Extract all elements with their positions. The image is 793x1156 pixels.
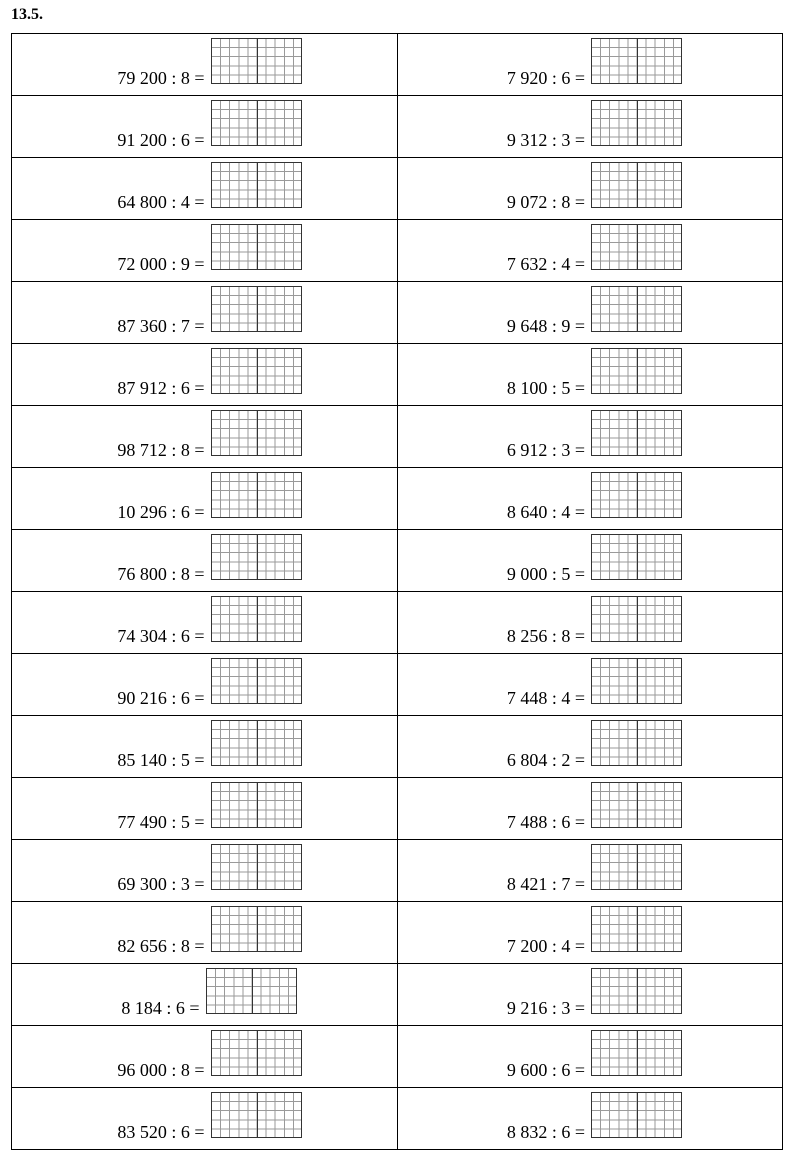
answer-box[interactable] [591,658,682,704]
division-expression: 9 648 : 9 = [506,316,585,336]
answer-box[interactable] [211,472,302,518]
exercise-cell [12,654,398,716]
division-expression: 9 312 : 3 = [506,130,585,150]
answer-box[interactable] [211,658,302,704]
table-row [12,344,783,406]
exercise-cell [397,778,783,840]
table-row [12,220,783,282]
answer-box[interactable] [211,782,302,828]
division-expression: 8 832 : 6 = [506,1122,585,1142]
exercise-cell [12,344,398,406]
exercise-cell [12,34,398,96]
answer-box[interactable] [211,38,302,84]
answer-box[interactable] [591,1092,682,1138]
division-expression: 9 072 : 8 = [506,192,585,212]
division-expression: 8 421 : 7 = [506,874,585,894]
table-row [12,592,783,654]
division-expression: 91 200 : 6 = [117,130,205,150]
division-expression: 8 184 : 6 = [121,998,200,1018]
answer-box[interactable] [211,348,302,394]
answer-box[interactable] [591,596,682,642]
answer-box[interactable] [211,224,302,270]
exercise-cell [12,1088,398,1150]
answer-box[interactable] [211,906,302,952]
exercise-cell [397,158,783,220]
exercise-cell [12,282,398,344]
exercise-cell [397,1088,783,1150]
answer-box[interactable] [591,100,682,146]
division-expression: 7 488 : 6 = [506,812,585,832]
answer-box[interactable] [591,1030,682,1076]
exercise-table [11,33,783,1150]
division-expression: 8 640 : 4 = [506,502,585,522]
exercise-cell [12,778,398,840]
table-row [12,716,783,778]
table-row [12,282,783,344]
answer-box[interactable] [591,472,682,518]
exercise-cell [397,840,783,902]
answer-box[interactable] [591,844,682,890]
answer-box[interactable] [211,720,302,766]
exercise-cell [397,716,783,778]
division-expression: 10 296 : 6 = [117,502,205,522]
exercise-cell [397,282,783,344]
division-expression: 9 000 : 5 = [506,564,585,584]
division-expression: 87 360 : 7 = [117,316,205,336]
exercise-cell [12,592,398,654]
exercise-cell [397,344,783,406]
exercise-cell [12,468,398,530]
exercise-cell [12,96,398,158]
exercise-cell [12,406,398,468]
answer-box[interactable] [591,348,682,394]
exercise-cell [397,654,783,716]
division-expression: 87 912 : 6 = [117,378,205,398]
division-expression: 69 300 : 3 = [117,874,205,894]
exercise-cell [397,34,783,96]
answer-box[interactable] [211,596,302,642]
answer-box[interactable] [591,968,682,1014]
division-expression: 96 000 : 8 = [117,1060,205,1080]
division-expression: 8 256 : 8 = [506,626,585,646]
table-row [12,468,783,530]
table-row [12,840,783,902]
table-row [12,406,783,468]
answer-box[interactable] [591,782,682,828]
division-expression: 9 600 : 6 = [506,1060,585,1080]
table-row [12,902,783,964]
division-expression: 7 632 : 4 = [506,254,585,274]
division-expression: 82 656 : 8 = [117,936,205,956]
exercise-cell [397,964,783,1026]
division-expression: 77 490 : 5 = [117,812,205,832]
exercise-cell [397,468,783,530]
exercise-cell [397,220,783,282]
answer-box[interactable] [211,534,302,580]
exercise-cell [12,964,398,1026]
division-expression: 74 304 : 6 = [117,626,205,646]
answer-box[interactable] [591,410,682,456]
exercise-cell [12,902,398,964]
exercise-cell [12,1026,398,1088]
answer-box[interactable] [591,534,682,580]
answer-box[interactable] [591,224,682,270]
answer-box[interactable] [591,906,682,952]
answer-box[interactable] [206,968,297,1014]
answer-box[interactable] [211,162,302,208]
exercise-cell [397,1026,783,1088]
exercise-cell [397,902,783,964]
exercise-cell [397,406,783,468]
division-expression: 7 920 : 6 = [506,68,585,88]
exercise-cell [12,716,398,778]
table-row [12,96,783,158]
division-expression: 64 800 : 4 = [117,192,205,212]
table-row [12,1026,783,1088]
division-expression: 6 912 : 3 = [506,440,585,460]
division-expression: 79 200 : 8 = [117,68,205,88]
exercise-cell [397,530,783,592]
exercise-cell [397,592,783,654]
division-expression: 90 216 : 6 = [117,688,205,708]
table-row [12,34,783,96]
exercise-cell [12,840,398,902]
division-expression: 72 000 : 9 = [117,254,205,274]
answer-box[interactable] [591,286,682,332]
table-row [12,1088,783,1150]
table-row [12,964,783,1026]
table-row [12,654,783,716]
answer-box[interactable] [211,410,302,456]
table-row [12,158,783,220]
division-expression: 85 140 : 5 = [117,750,205,770]
answer-box[interactable] [211,1030,302,1076]
answer-box[interactable] [211,286,302,332]
division-expression: 9 216 : 3 = [506,998,585,1018]
table-row [12,530,783,592]
answer-box[interactable] [211,844,302,890]
exercise-number: 13.5. [11,6,43,23]
division-expression: 83 520 : 6 = [117,1122,205,1142]
answer-box[interactable] [591,162,682,208]
exercise-cell [397,96,783,158]
table-row [12,778,783,840]
exercise-cell [12,158,398,220]
division-expression: 8 100 : 5 = [506,378,585,398]
answer-box[interactable] [211,1092,302,1138]
division-expression: 6 804 : 2 = [506,750,585,770]
exercise-cell [12,220,398,282]
division-expression: 76 800 : 8 = [117,564,205,584]
answer-box[interactable] [211,100,302,146]
division-expression: 7 200 : 4 = [506,936,585,956]
division-expression: 98 712 : 8 = [117,440,205,460]
division-expression: 7 448 : 4 = [506,688,585,708]
answer-box[interactable] [591,38,682,84]
answer-box[interactable] [591,720,682,766]
exercise-cell [12,530,398,592]
